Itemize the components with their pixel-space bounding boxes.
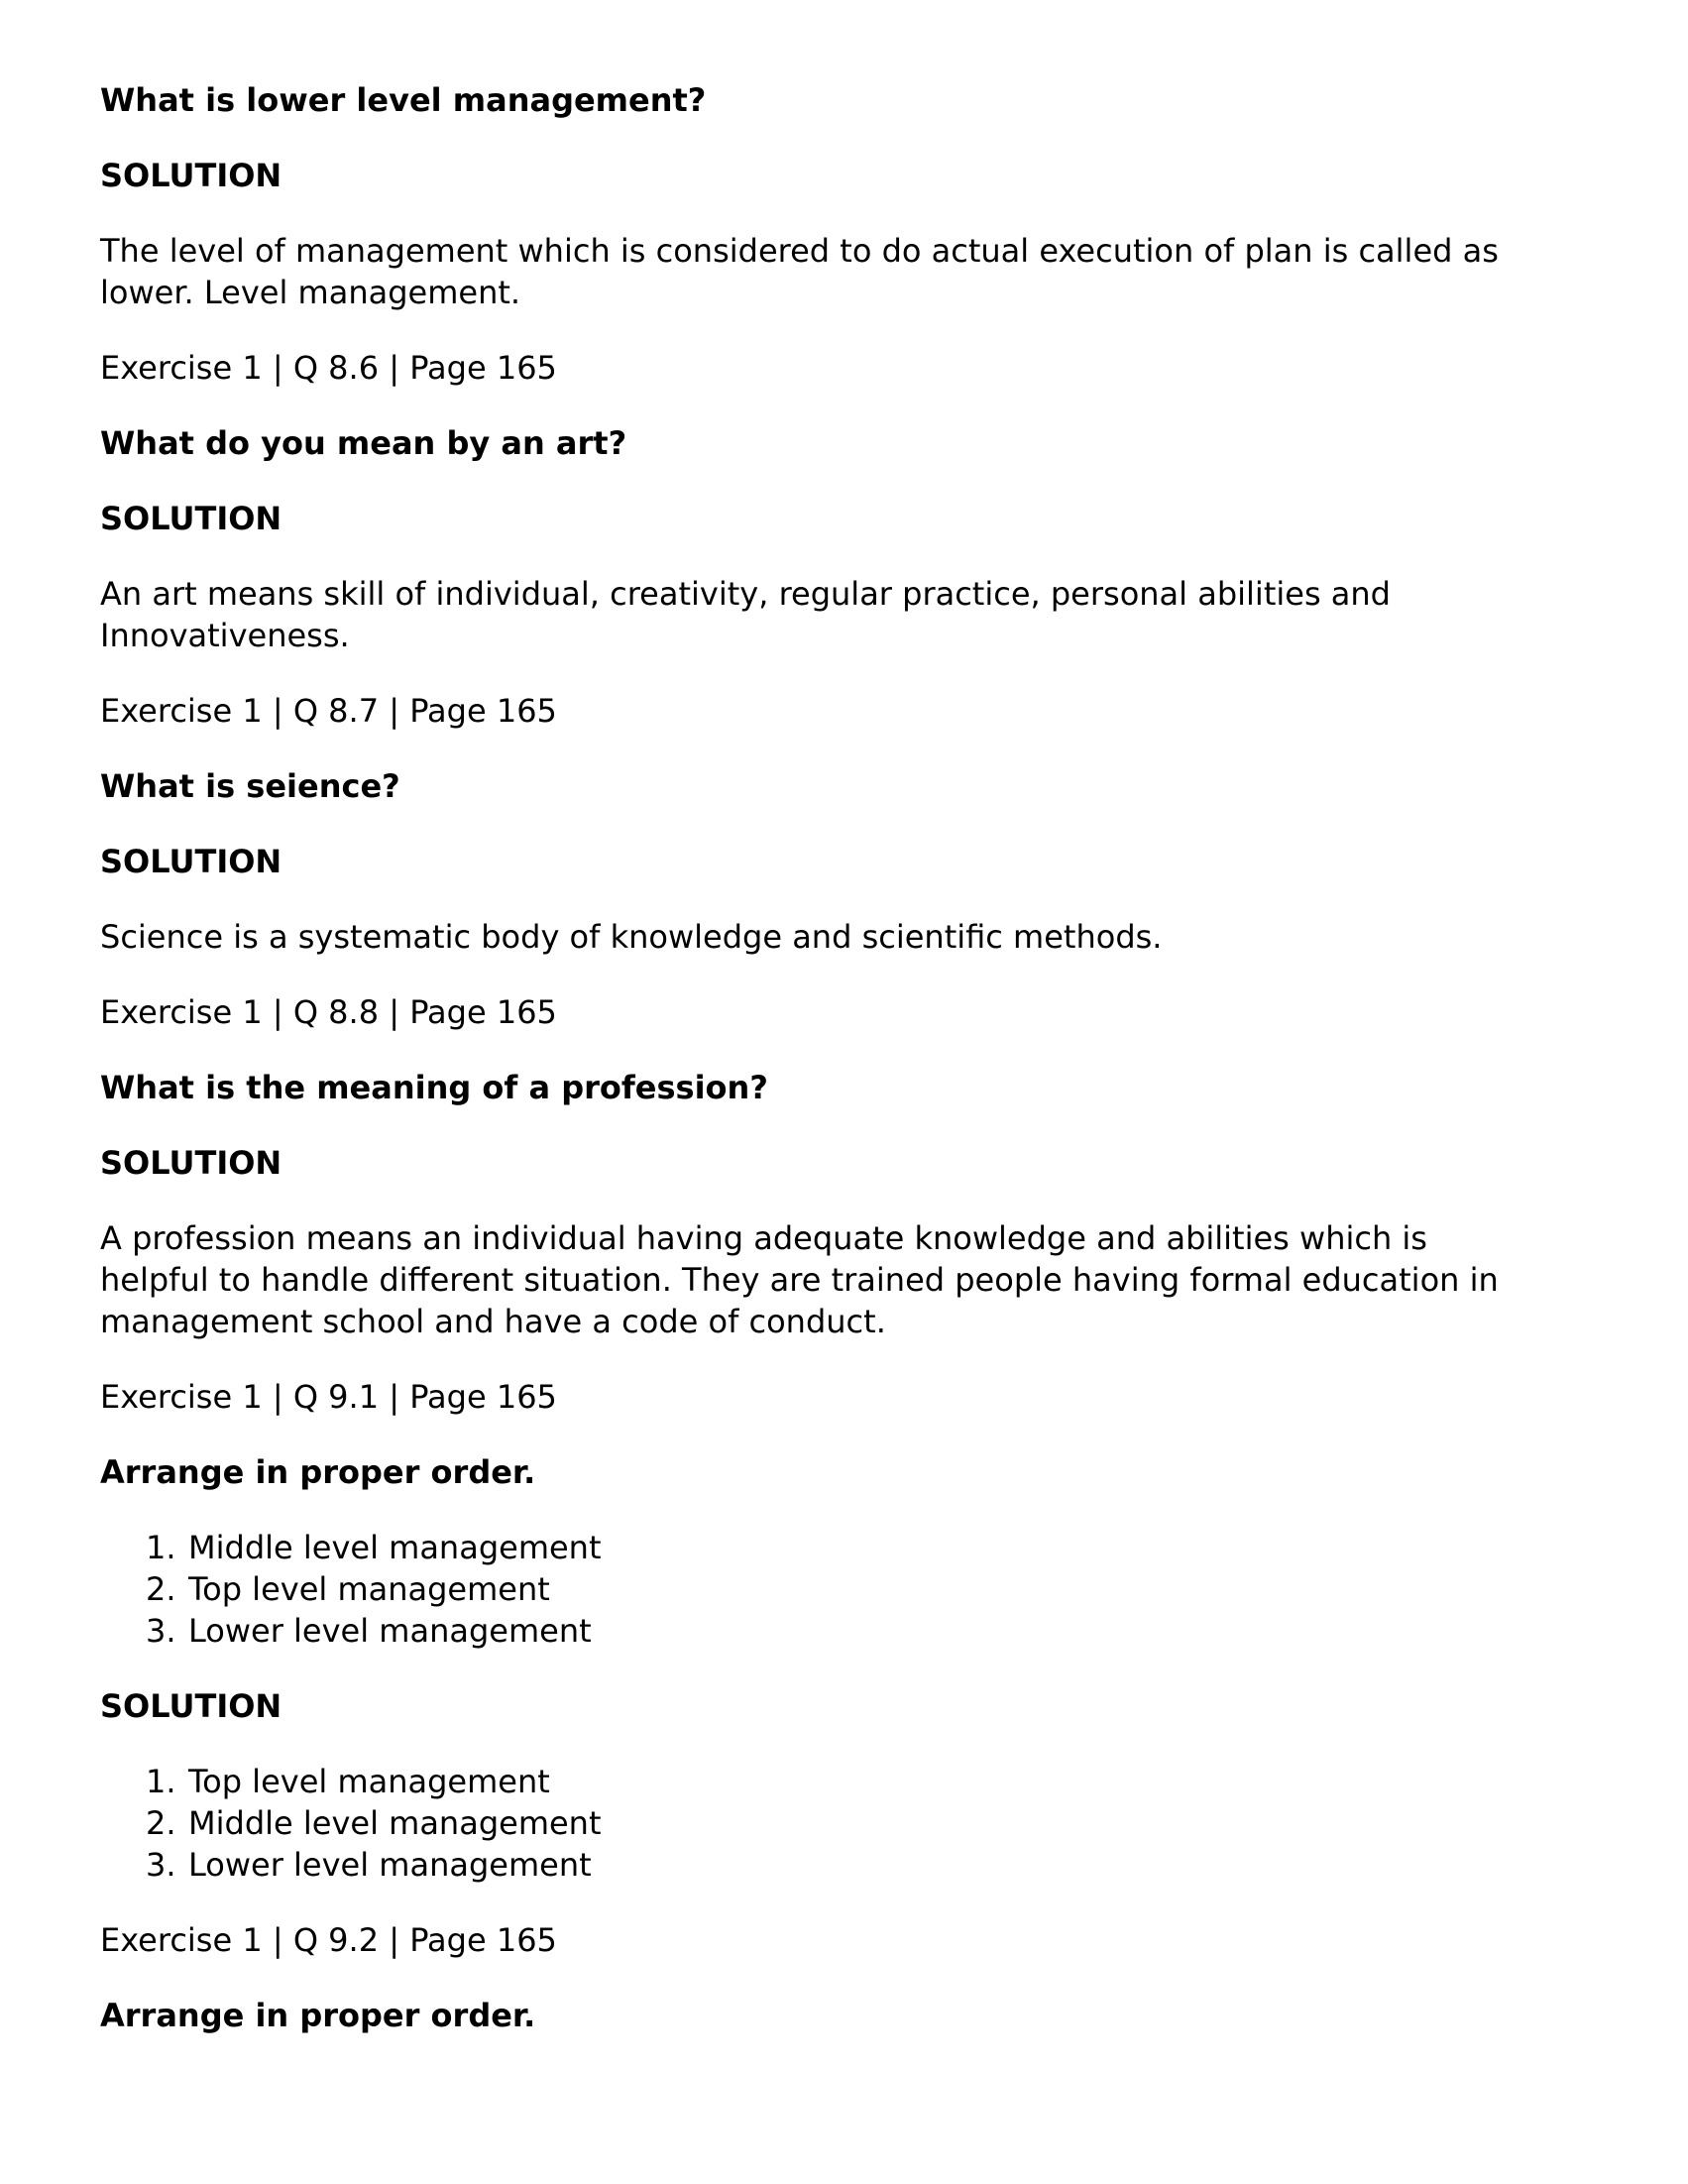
- list-number: 2.: [146, 1804, 176, 1842]
- list-item-text: Middle level management: [188, 1804, 602, 1842]
- question-heading: What is lower level management?: [100, 81, 707, 119]
- question-heading: Arrange in proper order.: [100, 1997, 536, 2034]
- answer-line: Innovativeness.: [100, 617, 350, 654]
- list-item: [100, 1568, 1607, 1610]
- answer-line: management school and have a code of conduct.: [100, 1303, 886, 1340]
- list-number: 2.: [146, 1570, 176, 1608]
- exercise-reference: Exercise 1 | Q 8.7 | Page 165: [100, 692, 557, 730]
- exercise-reference: Exercise 1 | Q 8.6 | Page 165: [100, 349, 557, 387]
- question-heading: What is seience?: [100, 767, 400, 805]
- answer-paragraph: [100, 573, 1607, 656]
- answer-line: Science is a systematic body of knowledge and scientific methods.: [100, 918, 1163, 956]
- answer-paragraph: [100, 916, 1607, 958]
- answer-line: The level of management which is considered to do actual execution of plan is called as: [100, 232, 1499, 270]
- list-number: 3.: [146, 1846, 176, 1884]
- list-item-text: Lower level management: [188, 1612, 592, 1650]
- list-item: [100, 1527, 1607, 1568]
- question-order-list: [100, 1527, 1607, 1652]
- solution-label: SOLUTION: [100, 843, 282, 880]
- question-heading: What do you mean by an art?: [100, 424, 627, 462]
- list-item-text: Top level management: [188, 1763, 550, 1800]
- list-item-text: Middle level management: [188, 1529, 602, 1566]
- exercise-reference: Exercise 1 | Q 8.8 | Page 165: [100, 993, 557, 1031]
- answer-order-list: [100, 1761, 1607, 1886]
- question-heading: Arrange in proper order.: [100, 1453, 536, 1491]
- exercise-reference: Exercise 1 | Q 9.1 | Page 165: [100, 1378, 557, 1416]
- list-item: [100, 1610, 1607, 1652]
- answer-paragraph: [100, 1217, 1607, 1342]
- solution-label: SOLUTION: [100, 1144, 282, 1182]
- question-heading: What is the meaning of a profession?: [100, 1069, 768, 1106]
- list-item: [100, 1761, 1607, 1802]
- answer-line: helpful to handle different situation. They are trained people having formal education in: [100, 1261, 1499, 1299]
- answer-line: lower. Level management.: [100, 274, 521, 311]
- list-number: 1.: [146, 1529, 176, 1566]
- list-item: [100, 1844, 1607, 1886]
- solution-label: SOLUTION: [100, 500, 282, 537]
- list-item-text: Top level management: [188, 1570, 550, 1608]
- list-number: 3.: [146, 1612, 176, 1650]
- list-item: [100, 1802, 1607, 1844]
- document-page: [100, 79, 1607, 2070]
- exercise-reference: Exercise 1 | Q 9.2 | Page 165: [100, 1921, 557, 1959]
- solution-label: SOLUTION: [100, 157, 282, 194]
- list-item-text: Lower level management: [188, 1846, 592, 1884]
- answer-line: A profession means an individual having adequate knowledge and abilities which is: [100, 1219, 1427, 1257]
- answer-line: An art means skill of individual, creativity, regular practice, personal abilities and: [100, 575, 1391, 613]
- solution-label: SOLUTION: [100, 1687, 282, 1725]
- answer-paragraph: [100, 230, 1607, 313]
- list-number: 1.: [146, 1763, 176, 1800]
